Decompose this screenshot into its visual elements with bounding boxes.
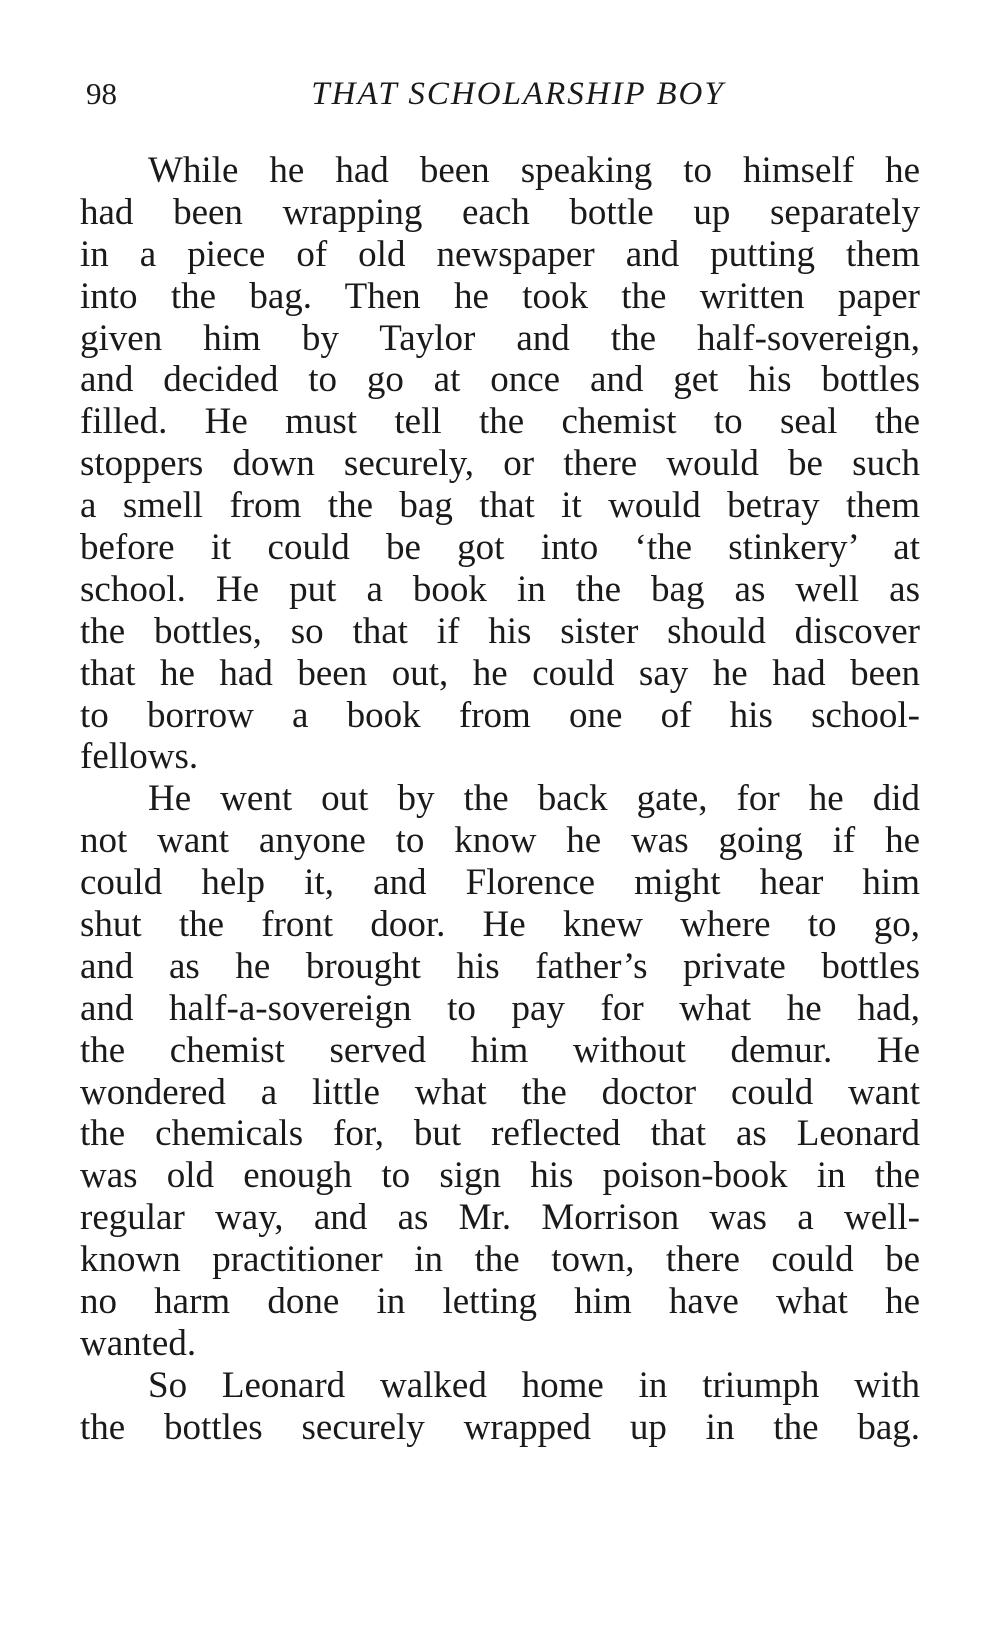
text-line: He went out by the back gate, for he did xyxy=(148,778,920,820)
text-line: in a piece of old newspaper and putting them xyxy=(80,233,920,275)
text-line: regular way, and as Mr. Morrison was a well- xyxy=(80,1197,920,1239)
text-line: to borrow a book from one of his school- xyxy=(80,694,920,736)
text-line: before it could be got into ‘the stinkery’ at xyxy=(80,527,920,569)
paragraph-2 xyxy=(80,778,920,1364)
text-line: could help it, and Florence might hear him xyxy=(80,862,920,904)
text-line: given him by Taylor and the half-sovereign, xyxy=(80,317,920,359)
text-line: was old enough to sign his poison-book in the xyxy=(80,1155,920,1197)
text-line: school. He put a book in the bag as well as xyxy=(80,568,920,610)
text-line: a smell from the bag that it would betray them xyxy=(80,485,920,527)
text-line: into the bag. Then he took the written paper xyxy=(80,275,920,317)
paragraph-3 xyxy=(80,1365,920,1449)
text-line: wanted. xyxy=(80,1322,197,1364)
text-line: While he had been speaking to himself he xyxy=(148,150,920,191)
text-line: the chemist served him without demur. He xyxy=(80,1029,920,1071)
text-line: and as he brought his father’s private bottles xyxy=(80,945,920,987)
page-number: 98 xyxy=(86,76,117,111)
text-line: So Leonard walked home in triumph with xyxy=(148,1364,920,1406)
text-line: the chemicals for, but reflected that as Leonard xyxy=(80,1113,920,1155)
text-line: filled. He must tell the chemist to seal the xyxy=(80,401,920,443)
text-line: known practitioner in the town, there could be xyxy=(80,1239,920,1281)
text-line: the bottles, so that if his sister should discover xyxy=(80,610,920,652)
paragraph-1 xyxy=(80,150,920,778)
running-title: THAT SCHOLARSHIP BOY xyxy=(311,76,725,112)
text-line: wondered a little what the doctor could want xyxy=(80,1071,920,1113)
body-text xyxy=(80,150,920,1449)
text-line: the bottles securely wrapped up in the bag. xyxy=(80,1406,920,1448)
text-line: no harm done in letting him have what he xyxy=(80,1281,920,1323)
text-line: had been wrapping each bottle up separately xyxy=(80,191,920,233)
text-line: fellows. xyxy=(80,736,199,778)
text-line: and half-a-sovereign to pay for what he had, xyxy=(80,987,920,1029)
text-line: that he had been out, he could say he had been xyxy=(80,652,920,694)
text-line: and decided to go at once and get his bottles xyxy=(80,359,920,401)
page-header xyxy=(80,72,920,116)
text-line: shut the front door. He knew where to go, xyxy=(80,904,920,946)
text-line: not want anyone to know he was going if he xyxy=(80,820,920,862)
text-line: stoppers down securely, or there would be such xyxy=(80,443,920,485)
